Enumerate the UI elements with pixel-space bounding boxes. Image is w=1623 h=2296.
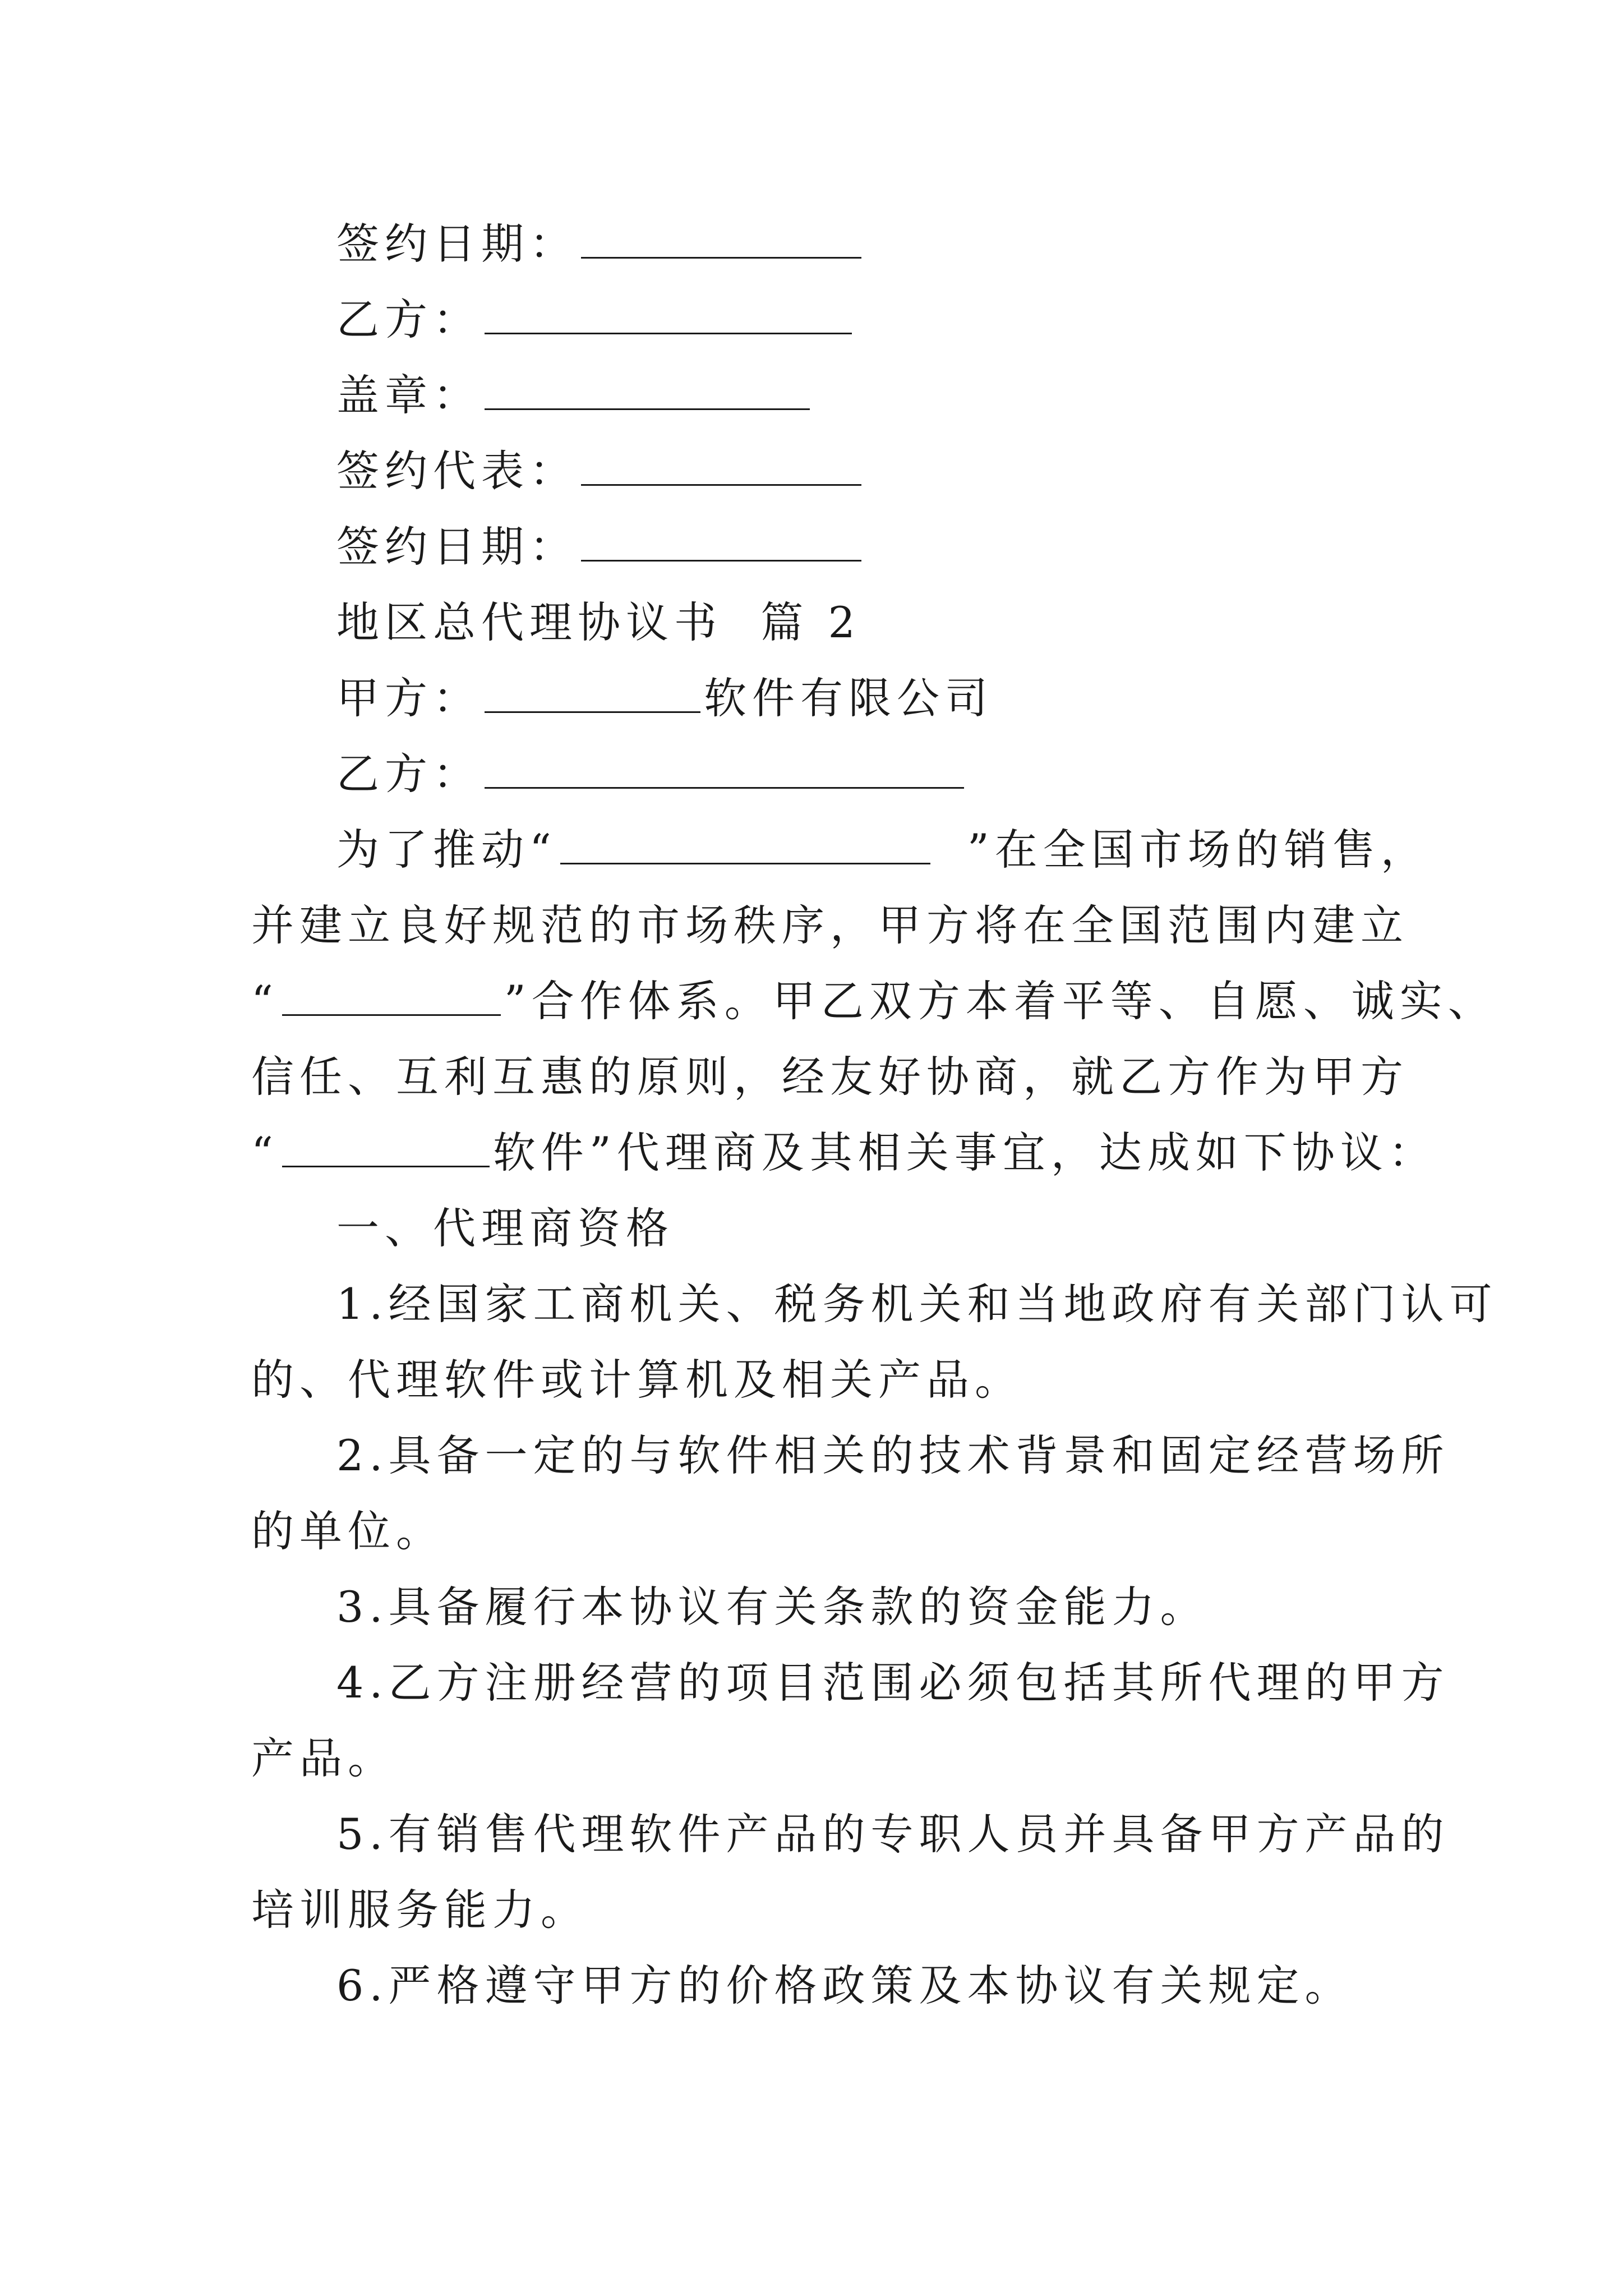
preamble-line-1	[336, 822, 1429, 878]
party-a-suffix: 软件有限公司	[704, 673, 993, 723]
item-3-line-1: 3.具备履行本协议有关条款的资金能力。	[336, 1582, 1209, 1632]
sign-date-blank	[581, 526, 861, 562]
preamble-line-5	[251, 1125, 1437, 1181]
software-name-blank	[282, 1132, 490, 1167]
item-4-line-2: 产品。	[251, 1733, 396, 1783]
party-a-blank	[485, 678, 700, 713]
sign-rep-line	[336, 443, 1380, 499]
preamble-text: ”合作体系。甲乙双方本着平等、自愿、诚实、	[504, 976, 1496, 1026]
item-2-line-1: 2.具备一定的与软件相关的技术背景和固定经营场所	[336, 1430, 1450, 1480]
party-b-label: 乙方：	[336, 295, 481, 344]
product-name-blank	[560, 829, 930, 864]
sign-date-line-2	[336, 519, 1380, 575]
preamble-text: ”在全国市场的销售，	[967, 825, 1429, 875]
party-a-label: 甲方：	[336, 673, 481, 723]
seal-label: 盖章：	[336, 370, 481, 420]
party-b-line-2	[336, 746, 1380, 802]
preamble-line-3	[251, 973, 1496, 1029]
item-1-line-2: 的、代理软件或计算机及相关产品。	[251, 1355, 1023, 1405]
item-5-line-2: 培训服务能力。	[251, 1885, 589, 1935]
seal-line	[336, 367, 1380, 424]
sign-date-label: 签约日期：	[336, 522, 578, 572]
sign-rep-label: 签约代表：	[336, 446, 578, 496]
sign-date-label: 签约日期：	[336, 219, 578, 269]
party-b-line-1	[336, 292, 1380, 348]
preamble-text: 为了推动“	[336, 825, 557, 875]
preamble-text: “	[251, 976, 279, 1026]
seal-blank	[485, 375, 810, 410]
party-b-blank	[485, 299, 852, 334]
preamble-line-4: 信任、互利互惠的原则，经友好协商，就乙方作为甲方	[251, 1052, 1409, 1102]
sign-date-blank	[581, 223, 861, 259]
item-1-line-1: 1.经国家工商机关、税务机关和当地政府有关部门认可	[336, 1279, 1498, 1329]
item-6-line-1: 6.严格遵守甲方的价格政策及本协议有关规定。	[336, 1961, 1353, 2010]
party-a-line	[336, 670, 1380, 726]
party-b-blank	[485, 753, 964, 789]
sign-date-line-1	[336, 216, 1380, 272]
system-name-blank	[282, 981, 501, 1016]
sign-rep-blank	[581, 450, 861, 486]
section-title: 地区总代理协议书 篇 2	[336, 597, 861, 647]
preamble-line-2: 并建立良好规范的市场秩序，甲方将在全国范围内建立	[251, 900, 1409, 950]
item-2-line-2: 的单位。	[251, 1506, 444, 1556]
preamble-text: “	[251, 1128, 279, 1177]
item-4-line-1: 4.乙方注册经营的项目范围必须包括其所代理的甲方	[336, 1658, 1450, 1708]
party-b-label: 乙方：	[336, 749, 481, 799]
item-5-line-1: 5.有销售代理软件产品的专职人员并具备甲方产品的	[336, 1809, 1450, 1859]
preamble-text: 软件”代理商及其相关事宜，达成如下协议：	[492, 1128, 1437, 1177]
clause-heading: 一、代理商资格	[336, 1203, 674, 1253]
